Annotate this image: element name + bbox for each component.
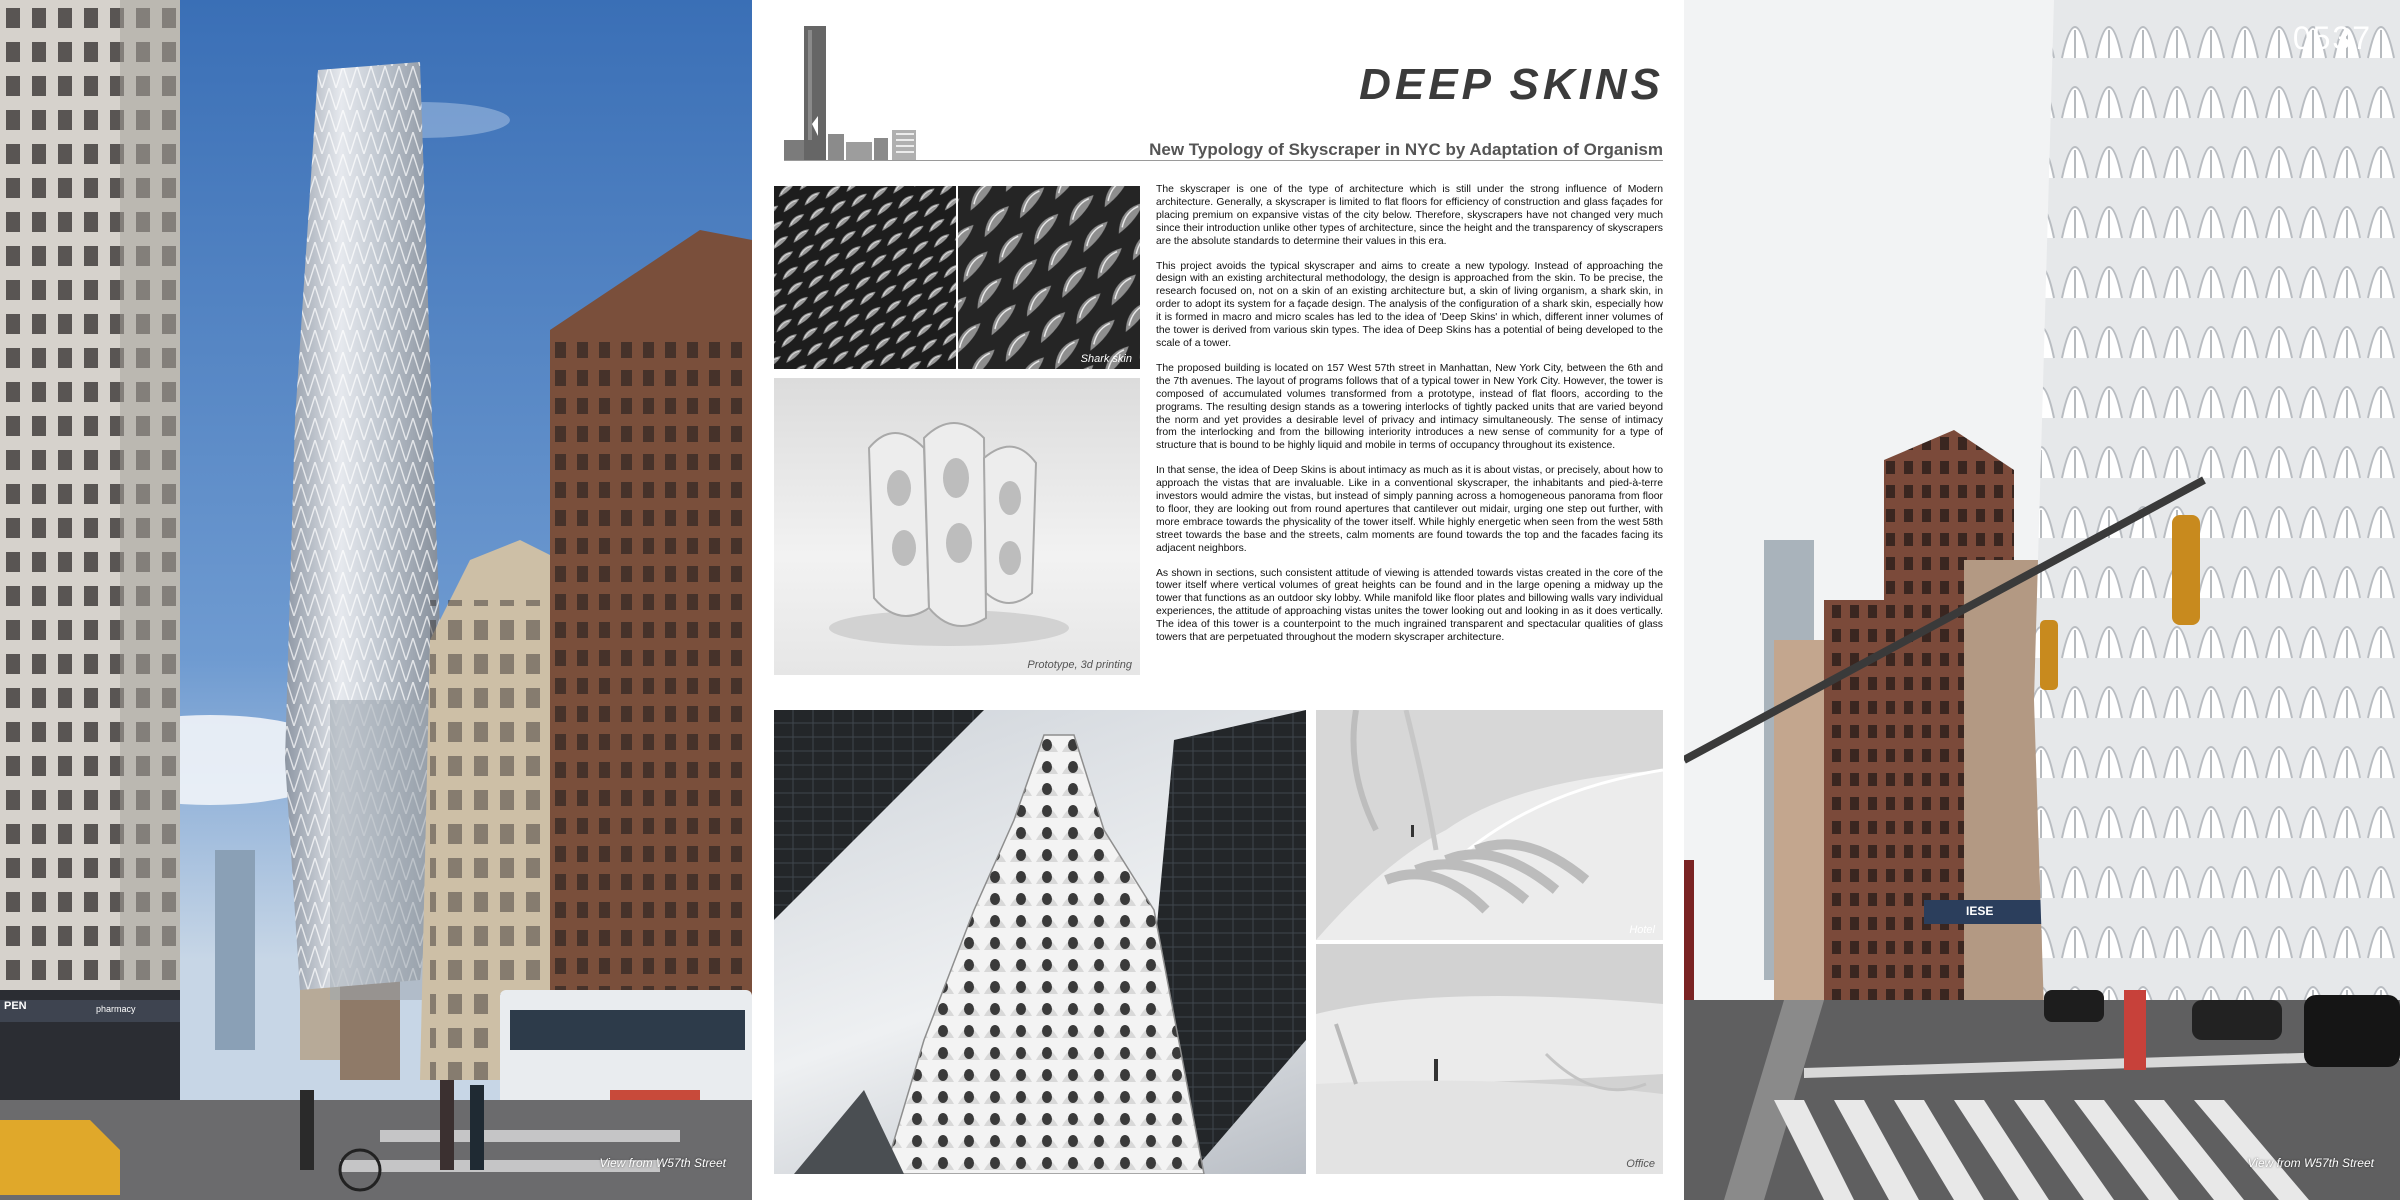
shop-sign-pharmacy: pharmacy (96, 1004, 136, 1014)
right-street-photo (1684, 0, 2400, 1200)
skyline-icon-drawing (784, 24, 924, 162)
project-number: 0537 (2292, 20, 2372, 56)
description-paragraph-2: This project avoids the typical skyscraper and aims to create a new typology. Instead of approaching the design with an existing architectural methodology, the design is approached from the skin. To be precise, the research focused on, not on a skin of an existing architecture but, a skin of living organism, a shark skin, in order to adopt its system for a façade design. The analysis of the configuration of a shark skin, especially how it is formed in macro and micro scales has led to the idea of 'Deep Skins' in which, different inner volumes of the tower is derived from various skin types. The idea of Deep Skins has a potential of being developed to the scale of a tower. (1156, 260, 1663, 349)
office-caption: Office (1626, 1158, 1655, 1170)
hotel-interior-drawing (1316, 710, 1663, 940)
description-paragraph-3: The proposed building is located on 157 West 57th street in Manhattan, New York City, between the 6th and the 7th avenues. The layout of programs follows that of a typical tower in New York City. However, the tower is composed of accumulated volumes transformed from a prototype, instead of flat floors, according to the programs. The resulting design stands as a towering interlocks of tightly packed units that are varied beyond the norm and yet provides a desirable level of privacy and intimacy simultaneously. The sense of intimacy from the interlocking and from the billowing interiority introduces a new sense of community for a type of structure that is bound to be highly liquid and mobile in terms of occupancy throughout its existence. (1156, 362, 1663, 452)
prototype-image (774, 378, 1140, 675)
header-divider (784, 160, 1663, 161)
shark-skin-image (774, 186, 1140, 369)
page-title: DEEP SKINS (1359, 60, 1664, 109)
tower-perspective-drawing (774, 710, 1306, 1174)
shop-sign-pen: PEN (4, 1000, 27, 1012)
page-subtitle: New Typology of Skyscraper in NYC by Adaptation of Organism (1149, 140, 1663, 159)
tower-perspective-image (774, 710, 1306, 1174)
skyline-icon (784, 24, 924, 162)
shark-skin-caption: Shark skin (1080, 353, 1132, 365)
description-paragraph-4: In that sense, the idea of Deep Skins is about intimacy as much as it is about vistas, or precisely, about how to approach the vistas that are invaluable. Like in a conventional skyscraper, the inhabitants and pied-à-terre investors would admire the vistas, but instead of simply panning across a homogeneous panorama from floor to floor, they are looking out from round apertures that cantilever out midair, urging one step out further, with more embrace towards the physicality of the tower itself. While highly energetic when seen from the west 58th street towards the base and the streets, calm moments are found towards the top and the facades facing its adjacent neighbors. (1156, 465, 1663, 554)
office-interior-image (1316, 944, 1663, 1174)
hotel-caption: Hotel (1629, 924, 1655, 936)
hotel-interior-image (1316, 710, 1663, 940)
prototype-drawing (774, 378, 1140, 675)
left-photo-caption: View from W57th Street (599, 1156, 726, 1170)
right-photo-caption: View from W57th Street (2247, 1156, 2374, 1170)
left-street-photo (0, 0, 752, 1200)
left-street-photo-drawing (0, 0, 752, 1200)
description-paragraph-5: As shown in sections, such consistent attitude of viewing is attended towards vistas created in the core of the tower itself where vertical volumes of great heights can be found and in the large opening a midway up the tower that functions as an outdoor sky lobby. While manifold like floor plates and billowing walls vary individual experiences, the attitude of approaching vistas unites the tower looking out and looking in as it does vertically. The idea of this tower is a counterpoint to the much ingrained transparent and spectacular qualities of glass towers that are perpetuated throughout the modern skyscraper architecture. (1156, 567, 1663, 644)
awning-sign: IESE (1966, 904, 1994, 918)
prototype-caption: Prototype, 3d printing (1027, 659, 1132, 671)
project-description (1156, 184, 1663, 657)
office-interior-drawing (1316, 944, 1663, 1174)
right-street-photo-drawing (1684, 0, 2400, 1200)
shark-skin-drawing (774, 186, 1140, 369)
description-paragraph-1: The skyscraper is one of the type of architecture which is still under the strong influence of Modern architecture. Generally, a skyscraper is limited to flat floors for efficiency of construction and glass façades for placing premium on expansive vistas of the city below. Therefore, skyscrapers have not changed very much since their introduction unlike other types of architecture, since the height and the transparency of skyscrapers are the absolute standards to determine their values in this era. (1156, 184, 1663, 247)
